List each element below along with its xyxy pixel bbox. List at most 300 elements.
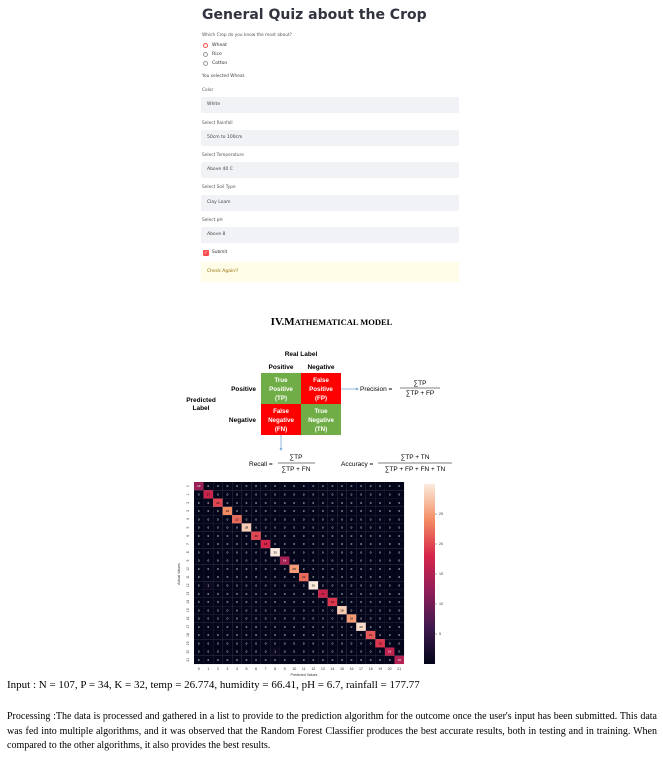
heatmap-cell-value: 0 [360,550,362,555]
heatmap-cell-value: 0 [293,542,296,547]
check-icon: ✓ [203,250,209,256]
accuracy-numerator: ∑TP + TN [400,454,430,461]
heatmap-cell-value: 0 [388,624,391,629]
heatmap-cell-value: 0 [388,509,391,514]
heatmap-cell-value: 0 [217,484,219,489]
radio-label: Cotton [212,60,228,66]
precision-label: Precision = [360,386,393,393]
heatmap-cell-value: 0 [360,500,362,505]
x-axis-label: Predicted Values [290,673,318,677]
heatmap-cell-value: 0 [217,633,219,638]
heatmap-cell-value: 0 [236,616,238,621]
heatmap-cell-value: 0 [293,575,296,580]
y-tick-label: 17 [186,624,190,629]
heatmap-cell-value: 0 [341,624,343,629]
y-tick-label: 20 [186,649,190,654]
y-tick-label: 8 [186,551,190,554]
heatmap-cell-value: 0 [331,591,334,596]
heatmap-cell-value: 0 [207,633,210,638]
tn-line3: (TN) [314,426,328,433]
heatmap-cell-value: 0 [283,641,286,646]
heatmap-cell-value: 0 [226,525,229,530]
heatmap-cell-value: 0 [283,484,286,489]
heatmap-cell-value: 0 [264,509,267,514]
heatmap-cell-value: 0 [341,542,343,547]
heatmap-cell-value: 0 [236,533,238,538]
heatmap-cell-value: 0 [369,583,372,588]
heatmap-cell-value: 0 [274,525,276,530]
heatmap-cell-value: 0 [379,566,381,571]
heatmap-cell-value: 0 [302,550,305,555]
heatmap-cell-value: 0 [379,600,381,605]
accuracy-denominator: ∑TP + FP + FN + TN [384,466,446,473]
heatmap-cell-value: 0 [207,509,210,514]
recall-label: Recall = [249,461,273,468]
heatmap-cell-value: 0 [398,583,401,588]
heatmap-cell-value: 0 [226,566,229,571]
heatmap-cell-value: 13 [197,484,201,489]
heatmap-cell-value: 0 [226,583,229,588]
heatmap-cell-value: 0 [322,509,324,514]
fn-line2: Negative [268,417,294,424]
section-heading [0,316,663,328]
heatmap-cell-value: 0 [360,600,362,605]
heatmap-cell-value: 0 [350,558,353,563]
heatmap-cell-value: 0 [331,616,334,621]
app-title: General Quiz about the Crop [202,7,427,23]
heatmap-cell-value: 0 [264,649,267,654]
heatmap-cell-value: 0 [302,566,305,571]
heatmap-cell-value: 0 [197,550,200,555]
heatmap-cell-value: 0 [274,616,276,621]
heatmap-cell-value: 20 [216,500,220,505]
heatmap-cell-value: 0 [217,575,219,580]
colorbar-tick-label: 10 [439,602,443,607]
heatmap-cell-value: 19 [330,600,335,605]
heatmap-cell-value: 0 [293,484,296,489]
y-tick-label: 13 [186,591,190,596]
heatmap-cell-value: 0 [255,550,257,555]
heatmap-cell-value: 0 [360,542,362,547]
heatmap-cell-value: 0 [293,517,296,522]
heatmap-cell-value: 28 [244,525,249,530]
heatmap-cell-value: 0 [379,509,381,514]
heatmap-cell-value: 0 [207,550,210,555]
heatmap-cell-value: 0 [255,525,257,530]
heatmap-cell-value: 0 [302,558,305,563]
heatmap-cell-value: 14 [283,558,287,563]
heatmap-cell-value: 0 [255,657,257,662]
heatmap-cell-value: 0 [274,484,276,489]
heatmap-cell-value: 0 [207,649,210,654]
heatmap-cell-value: 0 [236,500,238,505]
heatmap-cell-value: 0 [226,649,229,654]
y-tick-label: 14 [186,600,190,604]
heatmap-cell-value: 0 [245,492,248,497]
x-tick-label: 10 [292,667,297,671]
heatmap-cell-value: 0 [360,608,362,613]
heatmap-cell-value: 0 [283,500,286,505]
heatmap-cell-value: 0 [369,492,372,497]
alert-text: Check Again!! [207,269,239,274]
heatmap-cell-value: 0 [331,657,334,662]
heatmap-cell-value: 0 [388,591,391,596]
section-numeral: IV. [270,316,285,328]
x-tick-label: 12 [311,667,316,671]
heatmap-cell-value: 0 [283,600,286,605]
tn-line2: Negative [308,417,334,424]
color-label: Color [202,88,214,93]
heatmap-cell-value: 0 [226,542,229,547]
heatmap-cell-value: 0 [236,624,238,629]
heatmap-cell-value: 0 [283,542,286,547]
heatmap-cell-value: 0 [255,484,257,489]
heatmap-cell-value: 0 [398,649,401,654]
heatmap-cell-value: 0 [245,533,248,538]
heatmap-cell-value: 0 [322,525,324,530]
heatmap-cell-value: 0 [293,608,296,613]
heatmap-cell-value: 0 [379,624,381,629]
heatmap-cell-value: 0 [226,633,229,638]
heatmap-cell-value: 0 [217,492,219,497]
heatmap-cell-value: 0 [302,484,305,489]
heatmap-cell-value: 0 [293,649,296,654]
heatmap-cell-value: 0 [264,624,267,629]
heatmap-cell-value: 0 [293,633,296,638]
heatmap-cell-value: 0 [217,517,219,522]
heatmap-cell-value: 0 [245,575,248,580]
heatmap-cell-value: 0 [302,500,305,505]
heatmap-cell-value: 0 [245,484,248,489]
heatmap-cell-value: 0 [207,533,210,538]
heatmap-cell-value: 0 [322,566,324,571]
y-tick-label: 10 [186,566,190,571]
heatmap-cell-value: 0 [379,558,381,563]
heatmap-cell-value: 0 [350,649,353,654]
colorbar-tick-label: 25 [439,512,443,517]
heatmap-cell-value: 0 [379,633,381,638]
x-tick-label: 19 [378,667,383,671]
heatmap-cell-value: 0 [283,583,286,588]
heatmap-cell-value: 0 [379,657,381,662]
heatmap-cell-value: 0 [341,641,343,646]
heatmap-cell-value: 0 [350,517,353,522]
heatmap-cell-value: 0 [245,591,248,596]
section-title-initial: M [284,316,295,328]
heatmap-cell-value: 0 [283,550,286,555]
heatmap-cell-value: 0 [217,641,219,646]
predicted-label-line2: Label [192,405,210,412]
col-negative-label: Negative [307,364,335,371]
heatmap-cell-value: 0 [360,533,362,538]
heatmap-cell-value: 0 [331,558,334,563]
submit-checkbox[interactable] [203,250,209,256]
fp-line2: Positive [309,386,333,393]
heatmap-cell-value: 0 [264,583,267,588]
heatmap-cell-value: 0 [274,517,276,522]
heatmap-cell-value: 0 [379,649,381,654]
heatmap-cell-value: 0 [388,542,391,547]
ph-select[interactable] [201,227,459,243]
heatmap-cell-value: 0 [331,492,334,497]
fn-line3: (FN) [274,426,288,433]
input-line: Input : N = 107, P = 34, K = 32, temp = 26.774, humidity = 66.41, pH = 6.7, rainfall = 177.77 [7,679,420,691]
heatmap-cell-value: 0 [226,575,229,580]
heatmap-cell-value: 0 [322,600,324,605]
crop-question-label: Which Crop do you know the most about? [202,33,292,38]
heatmap-cell-value: 0 [322,533,324,538]
heatmap-cell-value: 0 [350,633,353,638]
y-tick-label: 0 [186,485,190,488]
heatmap-cell-value: 0 [245,566,248,571]
heatmap-cell-value: 0 [264,575,267,580]
radio-option-cotton[interactable] [203,59,227,67]
heatmap-cell-value: 0 [398,550,401,555]
heatmap-cell-value: 0 [398,517,401,522]
heatmap-cell-value: 0 [341,550,343,555]
heatmap-cell-value: 0 [312,616,315,621]
heatmap-cell-value: 0 [264,616,267,621]
heatmap-cell-value: 0 [255,566,257,571]
rainfall-select[interactable] [201,130,459,146]
heatmap-cell-value: 0 [207,542,210,547]
heatmap-cell-value: 0 [388,608,391,613]
heatmap-cell-value: 0 [388,633,391,638]
heatmap-cell-value: 28 [340,608,344,613]
heatmap-cell-value: 0 [312,649,315,654]
heatmap-cell-value: 0 [207,608,210,613]
heatmap-cell-value: 0 [398,608,401,613]
radio-option-wheat[interactable] [203,41,227,49]
heatmap-cell-value: 0 [350,657,353,662]
heatmap-cell-value: 0 [388,500,391,505]
heatmap-cell-value: 0 [398,509,401,514]
heatmap-cell-value: 0 [302,633,305,638]
x-tick-label: 17 [359,667,364,671]
heatmap-cell-value: 16 [388,649,392,654]
heatmap-cell-value: 0 [322,583,324,588]
x-tick-label: 18 [368,667,373,671]
heatmap-cell-value: 0 [197,575,200,580]
radio-label: Wheat [212,42,227,48]
y-tick-label: 19 [186,641,190,646]
heatmap-cell-value: 0 [264,500,267,505]
x-tick-label: 6 [255,667,258,671]
heatmap-cell-value: 0 [197,500,200,505]
heatmap-cell-value: 0 [245,608,248,613]
heatmap-cell-value: 0 [312,600,315,605]
heatmap-cell-value: 0 [331,517,334,522]
heatmap-cell-value: 0 [293,492,296,497]
heatmap-cell-value: 0 [302,624,305,629]
heatmap-cell-value: 0 [283,517,286,522]
soil-type-label: Select Soil Type [202,185,236,190]
heatmap-cell-value: 0 [312,484,315,489]
heatmap-cell-value: 0 [302,657,305,662]
heatmap-cell-value: 0 [341,633,343,638]
tn-line1: True [314,408,328,415]
heatmap-cell-value: 0 [379,591,381,596]
heatmap-cell-value: 0 [236,509,238,514]
ph-value: Above 8 [207,232,226,237]
heatmap-cell-value: 0 [236,525,238,530]
heatmap-cell-value: 0 [197,533,200,538]
heatmap-cell-value: 0 [255,608,257,613]
heatmap-cell-value: 0 [255,641,257,646]
x-tick-label: 21 [397,667,402,671]
heatmap-cell-value: 0 [197,624,200,629]
heatmap-cell-value: 0 [369,591,372,596]
heatmap-cell-value: 15 [397,657,401,662]
heatmap-cell-value: 0 [207,525,210,530]
heatmap-cell-value: 0 [293,624,296,629]
heatmap-cell-value: 0 [197,492,200,497]
heatmap-cell-value: 0 [226,484,229,489]
heatmap-cell-value: 0 [217,533,219,538]
heatmap-cell-value: 0 [217,657,219,662]
heatmap-cell-value: 0 [369,608,372,613]
heatmap-cell-value: 0 [398,533,401,538]
heatmap-cell-value: 0 [274,542,276,547]
heatmap-cell-value: 0 [236,583,238,588]
heatmap-cell-value: 1 [207,583,210,588]
heatmap-cell-value: 0 [274,509,276,514]
colorbar-tick-label: 15 [439,572,443,577]
heatmap-cell-value: 0 [217,616,219,621]
soil-type-select[interactable] [201,195,459,211]
heatmap-cell-value: 0 [312,624,315,629]
heatmap-cell-value: 0 [274,657,276,662]
heatmap-cell-value: 0 [398,492,401,497]
heatmap-cell-value: 0 [379,583,381,588]
real-label: Real Label [284,351,318,358]
y-tick-label: 2 [186,501,190,504]
radio-selected-icon [203,43,208,48]
heatmap-cell-value: 0 [217,509,219,514]
heatmap-cell-value: 18 [263,542,268,547]
heatmap-cell-value: 0 [217,542,219,547]
heatmap-cell-value: 0 [293,509,296,514]
heatmap-cell-value: 0 [350,509,353,514]
heatmap-cell-value: 0 [197,566,200,571]
heatmap-cell-value: 0 [331,500,334,505]
heatmap-cell-value: 0 [264,591,267,596]
heatmap-cell-value: 0 [207,591,210,596]
heatmap-cell-value: 0 [255,558,257,563]
heatmap-cell-value: 0 [341,500,343,505]
heatmap-cell-value: 0 [341,525,343,530]
heatmap-cell-value: 0 [350,492,353,497]
rainfall-label: Select Rainfall [202,121,233,126]
x-tick-label: 3 [226,667,229,671]
heatmap-cell-value: 0 [226,550,229,555]
heatmap-cell-value: 0 [293,500,296,505]
heatmap-cell-value: 0 [322,657,324,662]
heatmap-cell-value: 0 [236,608,238,613]
heatmap-cell-value: 0 [283,616,286,621]
heatmap-cell-value: 0 [274,533,276,538]
heatmap-cell-value: 0 [274,492,276,497]
y-tick-label: 21 [186,657,190,662]
heatmap-cell-value: 0 [302,649,305,654]
heatmap-cell-value: 0 [379,525,381,530]
heatmap-cell-value: 0 [379,575,381,580]
heatmap-cell-value: 0 [293,600,296,605]
heatmap-cell-value: 0 [312,591,315,596]
heatmap-cell-value: 0 [350,566,353,571]
heatmap-cell-value: 0 [226,591,229,596]
heatmap-cell-value: 0 [388,583,391,588]
heatmap-cell-value: 0 [322,608,324,613]
heatmap-cell-value: 0 [388,558,391,563]
heatmap-cell-value: 30 [311,583,315,588]
heatmap-cell-value: 0 [197,558,200,563]
heatmap-cell-value: 0 [264,484,267,489]
heatmap-cell-value: 0 [341,509,343,514]
x-tick-label: 1 [207,667,210,671]
heatmap-cell-value: 0 [350,550,353,555]
heatmap-cell-value: 0 [369,600,372,605]
heatmap-cell-value: 0 [388,641,391,646]
heatmap-cell-value: 0 [369,624,372,629]
heatmap-cell-value: 19 [378,641,382,646]
heatmap-cell-value: 0 [341,649,343,654]
heatmap-cell-value: 0 [398,525,401,530]
heatmap-cell-value: 0 [388,657,391,662]
heatmap-cell-value: 0 [293,591,296,596]
heatmap-cell-value: 0 [293,525,296,530]
heatmap-cell-value: 0 [398,484,401,489]
heatmap-cell-value: 0 [255,492,257,497]
heatmap-cell-value: 0 [245,657,248,662]
heatmap-cell-value: 0 [293,533,296,538]
heatmap-cell-value: 0 [283,566,286,571]
heatmap-cell-value: 0 [274,575,276,580]
heatmap-cell-value: 0 [274,500,276,505]
color-input[interactable] [201,97,459,113]
temperature-select[interactable] [201,162,459,178]
tp-line1: True [274,377,288,384]
heatmap-cell-value: 0 [255,500,257,505]
heatmap-cell-value: 0 [217,591,219,596]
radio-icon [203,52,208,57]
x-tick-label: 11 [301,667,306,671]
heatmap-cell-value: 0 [283,492,286,497]
heatmap-cell-value: 0 [341,533,343,538]
recall-denominator: ∑TP + FN [281,466,311,473]
radio-option-rice[interactable] [203,50,222,58]
heatmap-cell-value: 0 [236,600,238,605]
rainfall-value: 50cm to 100cm [207,135,243,140]
heatmap-cell-value: 0 [226,517,229,522]
heatmap-cell-value: 0 [283,509,286,514]
heatmap-cell-value: 0 [236,633,238,638]
heatmap-cell-value: 0 [226,492,229,497]
heatmap-cell-value: 25 [349,616,354,621]
heatmap-cell-value: 0 [360,591,362,596]
x-tick-label: 5 [245,667,248,671]
heatmap-cell-value: 0 [207,641,210,646]
heatmap-cell-value: 0 [245,509,248,514]
heatmap-cell-value: 0 [255,542,257,547]
heatmap-cell-value: 0 [360,492,362,497]
heatmap-cell-value: 0 [293,616,296,621]
heatmap-cell-value: 0 [236,558,238,563]
heatmap-cell-value: 0 [226,616,229,621]
heatmap-cell-value: 0 [379,533,381,538]
heatmap-cell-value: 0 [226,600,229,605]
tp-line2: Positive [269,386,293,393]
